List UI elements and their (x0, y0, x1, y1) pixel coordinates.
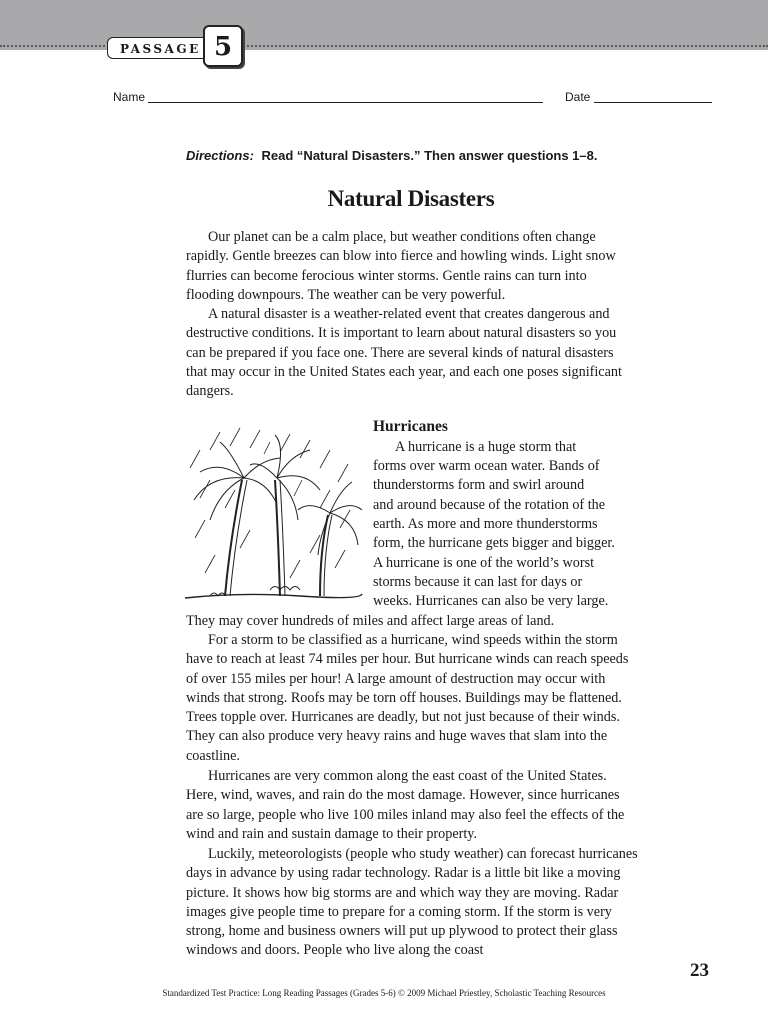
body-paragraph-1: For a storm to be classified as a hurricane, wind speeds within the storm have to reach at least 74 miles per hour. But hurricane winds can reach speeds of over 155 miles per hour! A large amount of destruction may occur with winds that strong. Roofs may be torn off houses. Buildings may be flattened. Trees topple over. Hurricanes are deadly, but not just because of their winds. They can also produce very heavy rains and huge waves that slam into the coastline. (186, 632, 629, 764)
section-heading-hurricanes: Hurricanes (373, 418, 448, 435)
passage-label: PASSAGE (107, 37, 209, 59)
directions-label: Directions: (186, 148, 254, 163)
hurricane-line-9: weeks. Hurricanes can also be very large. (373, 593, 609, 609)
hurricane-line-1: A hurricane is a huge storm that (395, 439, 577, 455)
body-paragraph-2: Hurricanes are very common along the east coast of the United States. Here, wind, waves, and rain do the most damage. However, since hurricanes are so large, people who live 100 miles inland may also feel the effects of the wind and rain and sustain damage to their property. (186, 768, 625, 842)
date-field-line[interactable] (594, 102, 712, 103)
hurricane-line-7: A hurricane is one of the world’s worst (373, 555, 595, 571)
name-label: Name (113, 90, 146, 104)
intro-paragraph-1: Our planet can be a calm place, but weather conditions often change rapidly. Gentle breezes can blow into fierce and howling winds. Light snow flurries can become ferocious winter storms. Gentle rains can turn into flooding downpours. The weather can be very powerful. (186, 229, 616, 303)
hurricane-line-4: and around because of the rotation of the (373, 497, 606, 513)
hurricane-line-3: thunderstorms form and swirl around (373, 477, 585, 493)
hurricane-continuation: They may cover hundreds of miles and affect large areas of land. (186, 613, 555, 629)
hurricane-line-2: forms over warm ocean water. Bands of (373, 458, 600, 474)
name-field-line[interactable] (148, 102, 543, 103)
directions-text: Read “Natural Disasters.” Then answer questions 1–8. (261, 148, 598, 163)
page-number: 23 (690, 960, 709, 981)
hurricane-line-6: form, the hurricane gets bigger and bigger. (373, 535, 615, 551)
footer-citation: Standardized Test Practice: Long Reading Passages (Grades 5-6) © 2009 Michael Priestley, Scholastic Teaching Resources (162, 988, 606, 998)
intro-paragraph-2: A natural disaster is a weather-related event that creates dangerous and destructive conditions. It is important to learn about natural disasters so you can be prepared if you face one. There are several kinds of natural disasters that may occur in the United States each year, and each one poses significant dangers. (186, 306, 622, 400)
passage-number: 5 (203, 25, 243, 67)
hurricane-line-8: storms because it can last for days or (373, 574, 583, 590)
hurricane-line-5: earth. As more and more thunderstorms (373, 516, 598, 532)
date-label: Date (565, 90, 591, 104)
hurricane-palm-trees-illustration (180, 420, 364, 610)
directions (186, 148, 646, 163)
body-paragraph-3: Luckily, meteorologists (people who study weather) can forecast hurricanes days in advance by using radar technology. Radar is a little bit like a moving picture. It shows how big storms are and which way they are moving. Radar images give people time to prepare for a coming storm. If the storm is very strong, home and business owners will put up plywood to protect their glass windows and doors. People who live along the coast (186, 846, 638, 959)
article-title: Natural Disasters (327, 186, 495, 211)
